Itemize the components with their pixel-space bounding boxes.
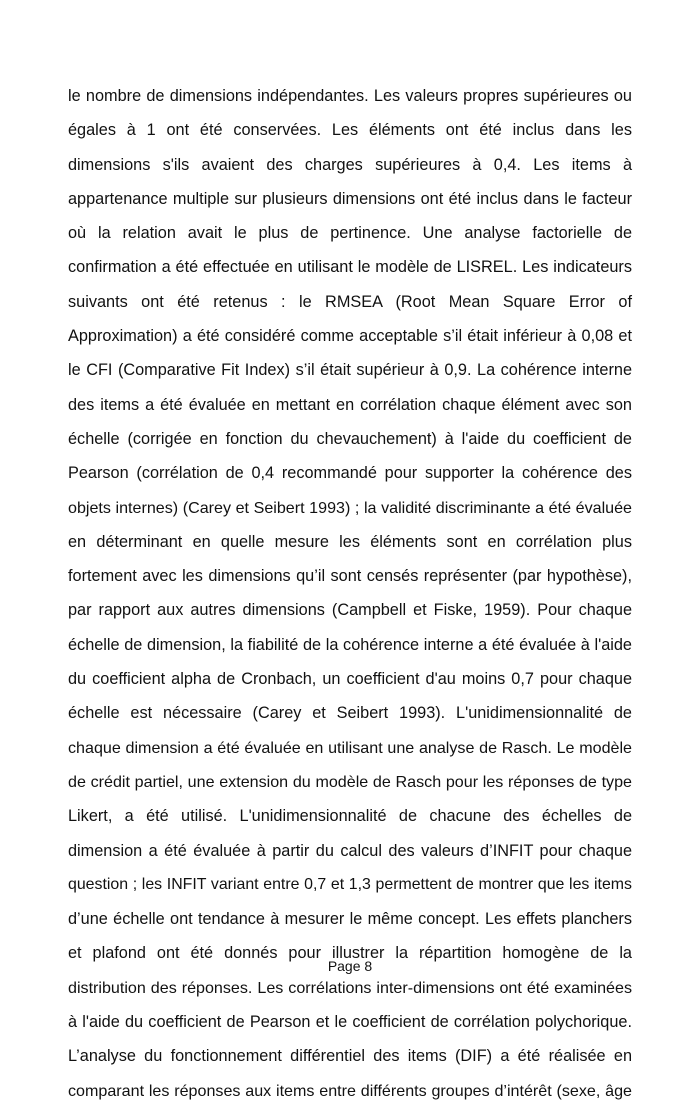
text-line: des items a été évaluée en mettant en corrélation chaque élément avec son bbox=[68, 395, 632, 414]
text-line: appartenance multiple sur plusieurs dimensions ont été inclus dans le facteur bbox=[68, 189, 632, 208]
text-line: question ; les INFIT variant entre 0,7 et 1,3 permettent de montrer que les items bbox=[68, 875, 632, 893]
text-line: comparant les réponses aux items entre différents groupes d’intérêt (sexe, âge bbox=[68, 1081, 632, 1100]
text-line: confirmation a été effectuée en utilisant le modèle de LISREL. Les indicateurs bbox=[68, 258, 632, 277]
text-line: le CFI (Comparative Fit Index) s’il était supérieur à 0,9. La cohérence interne bbox=[68, 361, 632, 380]
text-line: chaque dimension a été évaluée en utilisant une analyse de Rasch. Le modèle bbox=[68, 738, 632, 757]
text-line: fortement avec les dimensions qu’il sont censés représenter (par hypothèse), bbox=[68, 567, 632, 586]
text-line: suivants ont été retenus : le RMSEA (Root Mean Square Error of bbox=[68, 292, 632, 311]
text-line: à l'aide du coefficient de Pearson et le coefficient de corrélation polychorique. bbox=[68, 1013, 632, 1032]
page-number: Page 8 bbox=[327, 958, 373, 974]
text-line: Approximation) a été considéré comme acceptable s’il était inférieur à 0,08 et bbox=[68, 327, 632, 346]
text-line: de crédit partiel, une extension du modèle de Rasch pour les réponses de type bbox=[68, 772, 632, 791]
text-line: d’une échelle ont tendance à mesurer le même concept. Les effets planchers bbox=[68, 910, 632, 929]
text-line: dimensions s'ils avaient des charges supérieures à 0,4. Les items à bbox=[68, 155, 632, 174]
text-line: et plafond ont été donnés pour illustrer la répartition homogène de la bbox=[68, 944, 632, 963]
text-line: égales à 1 ont été conservées. Les éléments ont été inclus dans les bbox=[68, 121, 632, 140]
body-paragraph bbox=[68, 79, 632, 1108]
text-line: échelle (corrigée en fonction du chevauchement) à l'aide du coefficient de bbox=[68, 429, 632, 448]
text-line: le nombre de dimensions indépendantes. Les valeurs propres supérieures ou bbox=[68, 87, 632, 105]
text-line: L’analyse du fonctionnement différentiel des items (DIF) a été réalisée en bbox=[68, 1047, 632, 1066]
text-line: Pearson (corrélation de 0,4 recommandé pour supporter la cohérence des bbox=[68, 464, 632, 483]
text-line: échelle est nécessaire (Carey et Seibert 1993). L'unidimensionnalité de bbox=[68, 704, 632, 723]
text-line: dimension a été évaluée à partir du calcul des valeurs d’INFIT pour chaque bbox=[68, 841, 632, 860]
text-line: distribution des réponses. Les corrélations inter-dimensions ont été examinées bbox=[68, 978, 632, 997]
text-line: du coefficient alpha de Cronbach, un coefficient d'au moins 0,7 pour chaque bbox=[68, 670, 632, 689]
text-line: échelle de dimension, la fiabilité de la cohérence interne a été évaluée à l'aide bbox=[68, 635, 632, 654]
text-line: en déterminant en quelle mesure les éléments sont en corrélation plus bbox=[68, 532, 632, 551]
text-line: Likert, a été utilisé. L'unidimensionnalité de chacune des échelles de bbox=[68, 807, 632, 826]
text-line: par rapport aux autres dimensions (Campbell et Fiske, 1959). Pour chaque bbox=[68, 601, 632, 620]
text-line: objets internes) (Carey et Seibert 1993) ; la validité discriminante a été évaluée bbox=[68, 498, 632, 517]
text-line: où la relation avait le plus de pertinence. Une analyse factorielle de bbox=[68, 224, 632, 243]
